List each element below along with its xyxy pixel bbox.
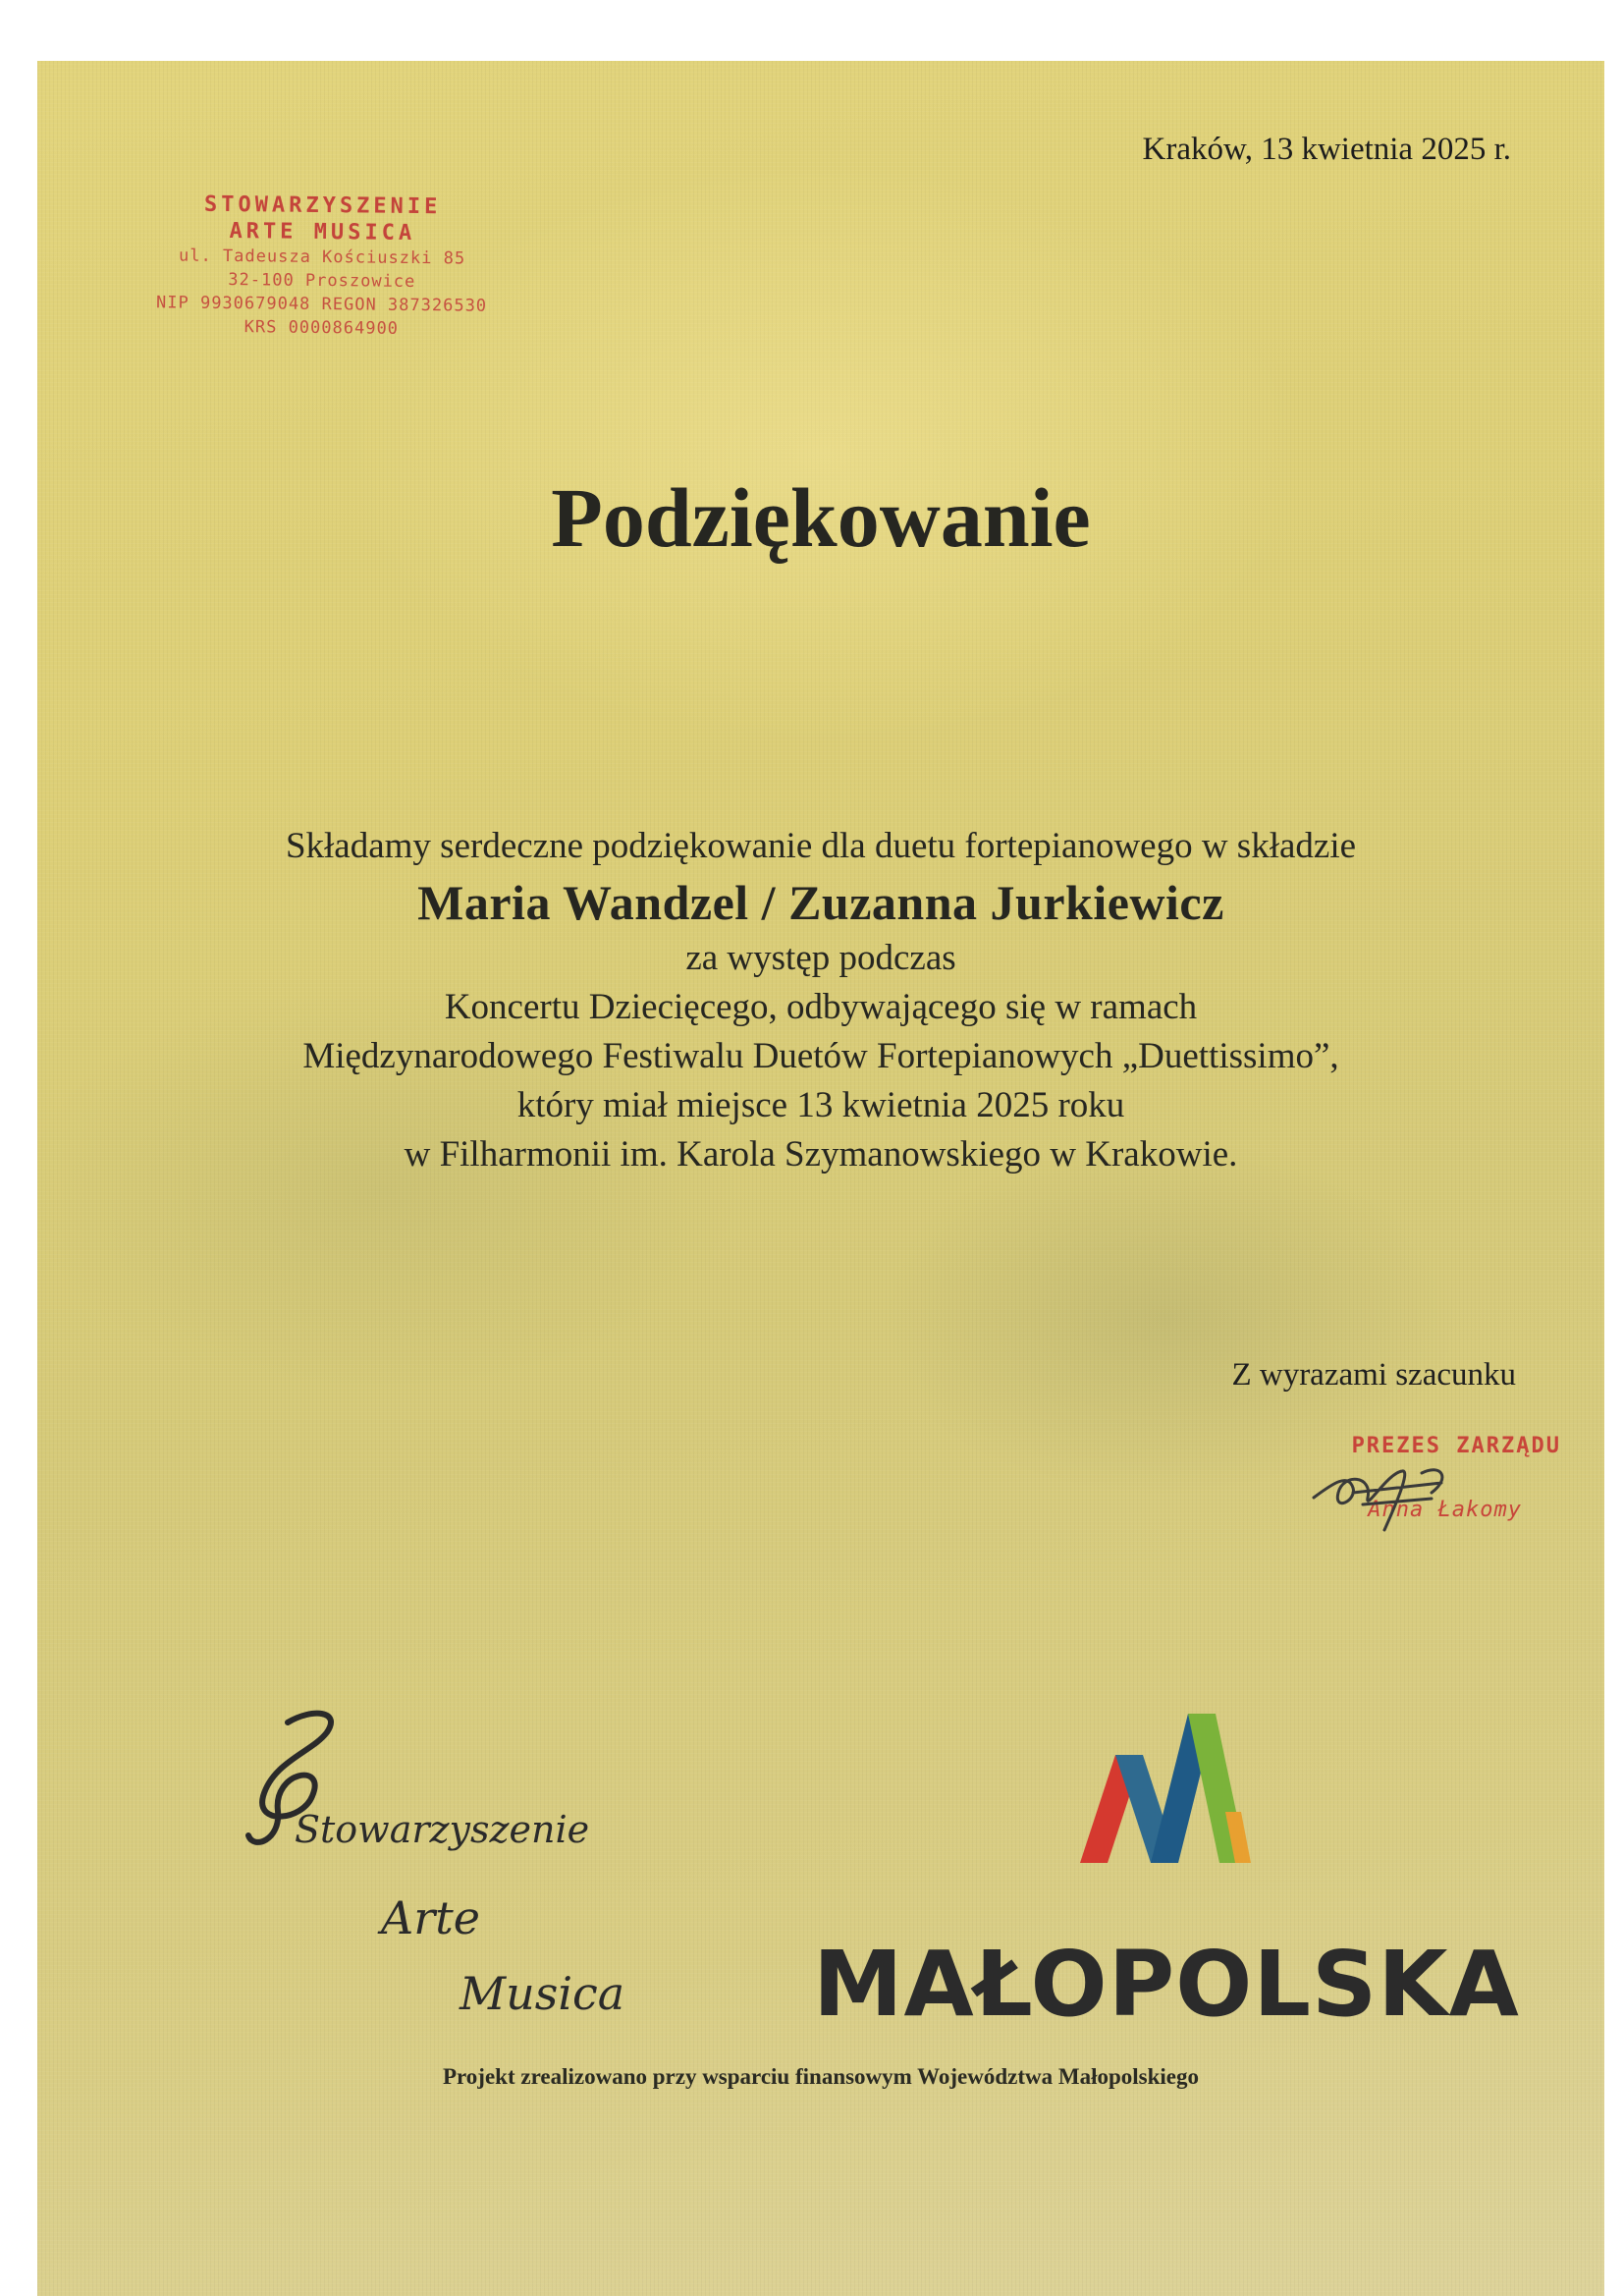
closing-regards: Z wyrazami szacunku [1231,1357,1516,1393]
body-line-2: Koncertu Dziecięcego, odbywającego się w ramach [444,987,1198,1027]
malopolska-wordmark: MAŁOPOLSKA [813,1932,1520,2037]
certificate-body [37,822,1604,1179]
body-intro: Składamy serdeczne podziękowanie dla duetu fortepianowego w składzie [285,826,1357,866]
logo-word-2: Arte [381,1891,480,1944]
document-date: Kraków, 13 kwietnia 2025 r. [1142,132,1511,167]
funding-note: Projekt zrealizowano przy wsparciu finansowym Województwa Małopolskiego [442,2064,1200,2089]
signer-name: Anna Łakomy [1368,1498,1522,1522]
handwritten-signature [1294,1453,1481,1542]
logo-word-1: Stowarzyszenie [295,1808,590,1851]
recipient-names: Maria Wandzel / Zuzanna Jurkiewicz [417,875,1224,930]
malopolska-emblem [813,1696,1500,1932]
body-line-1: za występ podczas [685,938,956,978]
body-line-3: Międzynarodowego Festiwalu Duetów Fortepianowych „Duettissimo”, [302,1036,1339,1076]
body-line-4: który miał miejsce 13 kwietnia 2025 roku [516,1085,1125,1125]
page-title: Podziękowanie [551,470,1091,565]
stamp-line-1: STOWARZYSZENIE [203,191,442,220]
organization-stamp [105,191,539,343]
stamp-line-4: 32-100 Proszowice [228,269,416,292]
stamp-line-5: NIP 9930679048 REGON 387326530 [155,293,488,316]
malopolska-logo [813,1696,1520,2037]
certificate-sheet [37,61,1604,2296]
body-line-5: w Filharmonii im. Karola Szymanowskiego w Krakowie. [404,1134,1238,1175]
signer-role: PREZES ZARZĄDU [1351,1434,1561,1458]
logo-word-3: Musica [460,1967,625,2020]
stamp-line-2: ARTE MUSICA [229,219,416,246]
stamp-line-3: ul. Tadeusza Kościuszki 85 [178,246,466,269]
arte-musica-logo [234,1703,744,2027]
stamp-line-6: KRS 0000864900 [243,317,400,339]
